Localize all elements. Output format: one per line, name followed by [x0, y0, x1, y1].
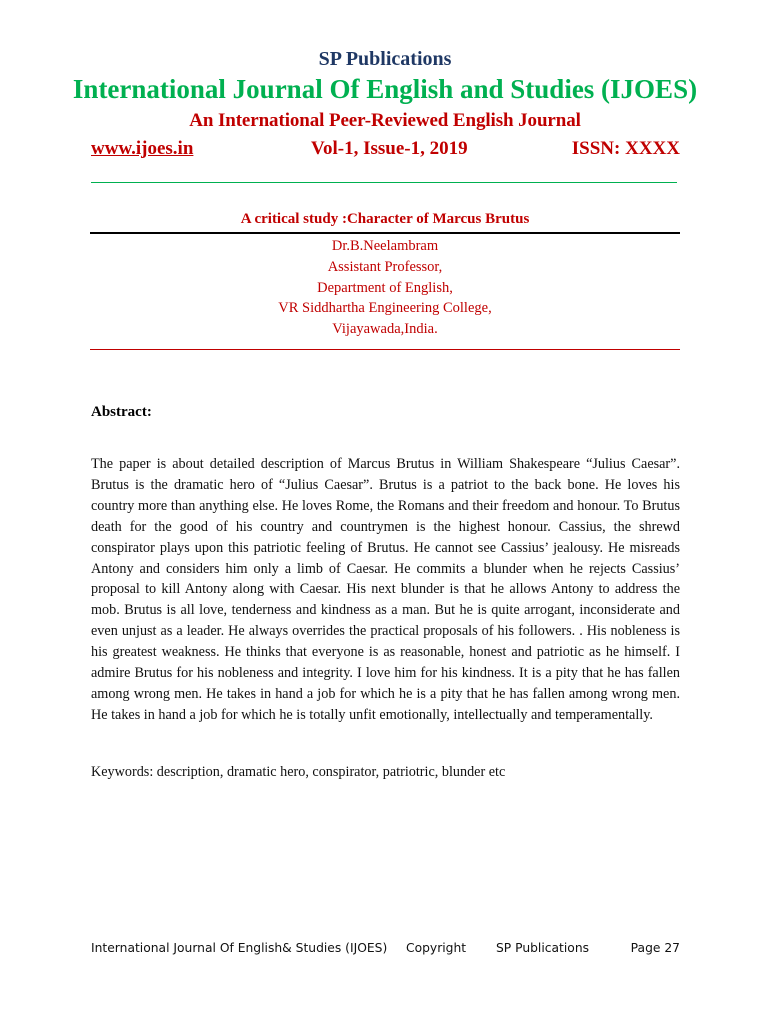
author-department: Department of English, [317, 279, 453, 296]
issn-number: ISSN: XXXX [571, 138, 680, 159]
abstract-text: The paper is about detailed description of Marcus Brutus in William Shakespeare “Julius Caesar”. Brutus is the dramatic hero of “Julius Caesar”. Brutus is a patriot to the back bone. He loves his country more than anything else. He loves Rome, the Romans and their freedom and honour. To Brutus death for the good of his country and countrymen is the highest honour. Cassius, the shrewd conspirator plays upon this patriotic feeling of Brutus. He cannot see Cassius’ jealousy. He misreads Antony and considers him only a limb of Caesar. He commits a blunder when he rejects Cassius’ proposal to kill Antony along with Caesar. His next blunder is that he allows Antony to address the mob. Brutus is all love, tenderness and kindness as a man. But he is quite arrogant, inconsiderate and even unjust as a leader. He always overrides the practical proposals of his followers. . His nobleness is his greatest weakness. He thinks that everyone is as reasonable, honest and patriotic as he himself. I admire Brutus for his nobleness and integrity. I love him for his kindness. It is a pity that he has fallen among wrong men. He takes in hand a job for which he is a pity that he has fallen among wrong men. He takes in hand a job for which he is totally unfit emotionally, intellectually and temperamentally. [91, 456, 680, 723]
author-affiliation [0, 236, 770, 340]
journal-info-line [91, 138, 680, 162]
footer-publisher: SP Publications [496, 941, 590, 955]
author-name: Dr.B.Neelambram [331, 238, 439, 254]
author-location: Vijayawada,India. [332, 321, 438, 338]
header-divider [91, 182, 677, 183]
author-position: Assistant Professor, [327, 258, 443, 275]
footer-copyright: Copyright [406, 941, 467, 955]
journal-subtitle: An International Peer-Reviewed English Journal [189, 110, 581, 131]
footer-page-number: Page 27 [630, 941, 680, 955]
keywords-line: Keywords: description, dramatic hero, conspirator, patriotric, blunder etc [91, 764, 506, 780]
volume-issue: Vol-1, Issue-1, 2019 [311, 138, 468, 159]
footer-journal-name: International Journal Of English& Studies (IJOES) [91, 941, 388, 955]
journal-website-link[interactable]: www.ijoes.in [91, 138, 194, 159]
title-divider [90, 232, 680, 234]
abstract-heading: Abstract: [91, 404, 152, 420]
author-divider [90, 349, 680, 350]
page-footer [91, 941, 680, 961]
author-institution: VR Siddhartha Engineering College, [278, 300, 492, 317]
publisher-name: SP Publications [318, 48, 452, 70]
article-title: A critical study :Character of Marcus Brutus [240, 211, 530, 227]
journal-title: International Journal Of English and Studies (IJOES) [72, 74, 698, 104]
